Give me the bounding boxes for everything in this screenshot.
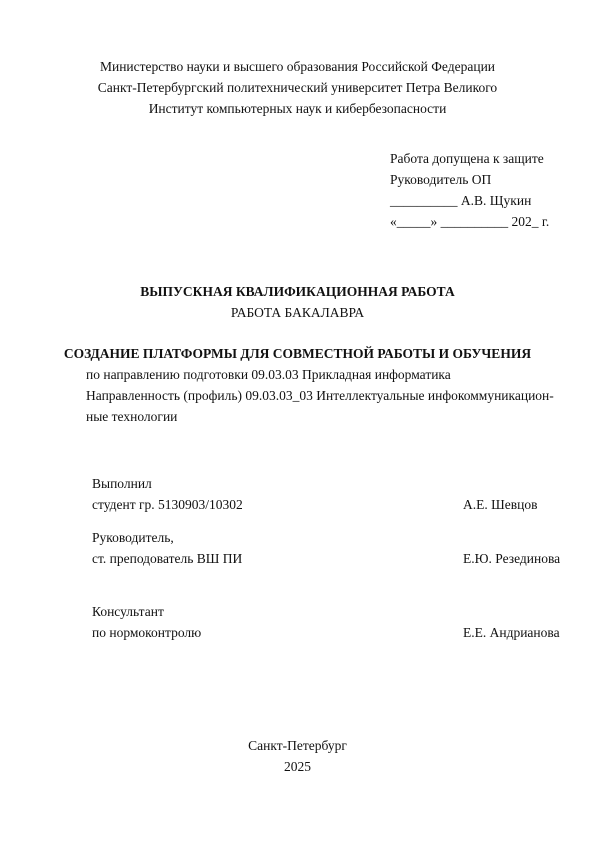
consultant-name: Е.Е. Андрианова <box>463 625 560 640</box>
supervisor-role: Руководитель, <box>92 530 174 545</box>
approval-head-role: Руководитель ОП <box>390 172 492 187</box>
ministry-line: Министерство науки и высшего образования Российской Федерации <box>99 59 496 74</box>
author-group: студент гр. 5130903/10302 <box>92 497 243 512</box>
work-type-title: ВЫПУСКНАЯ КВАЛИФИКАЦИОННАЯ РАБОТА <box>140 284 455 299</box>
work-profile-line1: Направленность (профиль) 09.03.03_03 Интеллектуальные инфокоммуникацион- <box>86 388 554 403</box>
institute-line: Институт компьютерных наук и кибербезопасности <box>148 101 447 116</box>
supervisor-name: Е.Ю. Резединова <box>463 551 561 566</box>
work-topic: СОЗДАНИЕ ПЛАТФОРМЫ ДЛЯ СОВМЕСТНОЙ РАБОТЫ И ОБУЧЕНИЯ <box>63 346 532 361</box>
author-role: Выполнил <box>92 476 152 491</box>
consultant-role: Консультант <box>92 604 164 619</box>
approval-date: «_____» __________ 202_ г. <box>390 214 550 229</box>
work-type-subtitle: РАБОТА БАКАЛАВРА <box>230 305 365 320</box>
approval-admitted: Работа допущена к защите <box>390 151 544 166</box>
university-line: Санкт-Петербургский политехнический университет Петра Великого <box>97 80 498 95</box>
approval-head-signature: __________ А.В. Щукин <box>390 193 532 208</box>
footer-year: 2025 <box>284 759 311 774</box>
work-direction: по направлению подготовки 09.03.03 Прикладная информатика <box>86 367 451 382</box>
footer-city: Санкт-Петербург <box>248 738 347 753</box>
author-name: А.Е. Шевцов <box>463 497 538 512</box>
consultant-area: по нормоконтролю <box>92 625 202 640</box>
supervisor-position: ст. преподователь ВШ ПИ <box>92 551 243 566</box>
work-profile-line2: ные технологии <box>86 409 178 424</box>
